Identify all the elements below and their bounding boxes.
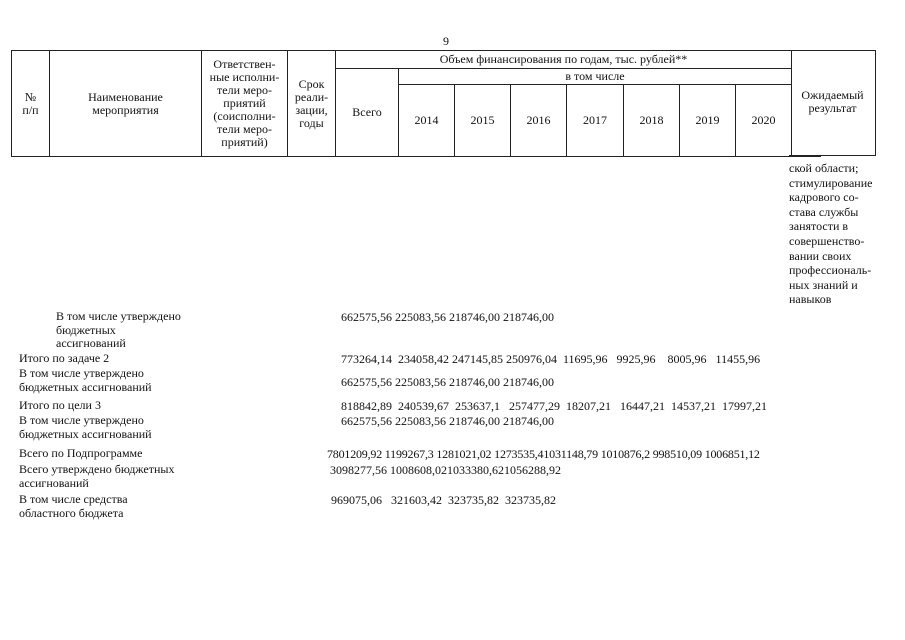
row-label: В том числе утверждено бюджетных ассигнований bbox=[19, 366, 152, 394]
header-year: 2019 bbox=[680, 85, 736, 157]
row-label: Всего по Подпрограмме bbox=[19, 446, 143, 460]
row-label: Всего утверждено бюджетных ассигнований bbox=[19, 462, 175, 490]
row-label: Итого по задаче 2 bbox=[19, 351, 110, 365]
header-name: Наименование мероприятия bbox=[50, 51, 202, 157]
row-values: 818842,89 240539,67 253637,1 257477,29 18207,21 16447,21 14537,21 17997,21 bbox=[341, 399, 767, 413]
header-table bbox=[11, 50, 821, 157]
page-number: 9 bbox=[443, 34, 449, 48]
row-values: 773264,14 234058,42 247145,85 250976,04 11695,96 9925,96 8005,96 11455,96 bbox=[341, 352, 761, 366]
header-year: 2015 bbox=[455, 85, 511, 157]
header-incl: в том числе bbox=[399, 69, 792, 85]
row-values: 3098277,56 1008608,021033380,621056288,92 bbox=[330, 463, 561, 477]
header-responsible: Ответствен- ные исполни- тели меро- приятий (соисполни- тели меро- приятий) bbox=[202, 51, 288, 157]
row-values: 662575,56 225083,56 218746,00 218746,00 bbox=[341, 375, 554, 389]
header-year: 2018 bbox=[624, 85, 680, 157]
row-values: 7801209,92 1199267,3 1281021,02 1273535,41031148,79 1010876,2 998510,09 1006851,12 bbox=[327, 447, 760, 461]
header-year: 2017 bbox=[567, 85, 624, 157]
header-num: № п/п bbox=[12, 51, 50, 157]
row-label: В том числе утверждено бюджетных ассигнований bbox=[19, 413, 152, 441]
row-values: 662575,56 225083,56 218746,00 218746,00 bbox=[341, 310, 554, 324]
row-values: 662575,56 225083,56 218746,00 218746,00 bbox=[341, 414, 554, 428]
header-total: Всего bbox=[336, 69, 399, 157]
row-label: В том числе утверждено бюджетных ассигнований bbox=[56, 309, 181, 350]
row-values: 969075,06 321603,42 323735,82 323735,82 bbox=[331, 493, 556, 507]
row-label: В том числе средства областного бюджета bbox=[19, 492, 128, 520]
header-year: 2020 bbox=[736, 85, 792, 157]
row-label: Итого по цели 3 bbox=[19, 398, 101, 412]
header-year: 2014 bbox=[399, 85, 455, 157]
header-finance: Объем финансирования по годам, тыс. рублей** bbox=[336, 51, 792, 69]
header-year: 2016 bbox=[511, 85, 567, 157]
expected-result-text: ской области; стимулирование кадрового со- става службы занятости в совершенство- вании своих профессиональ- ных знаний и навыков bbox=[789, 161, 873, 307]
header-term: Срок реали- зации, годы bbox=[288, 51, 336, 157]
header-result: Ожидаемый результат bbox=[801, 88, 864, 115]
